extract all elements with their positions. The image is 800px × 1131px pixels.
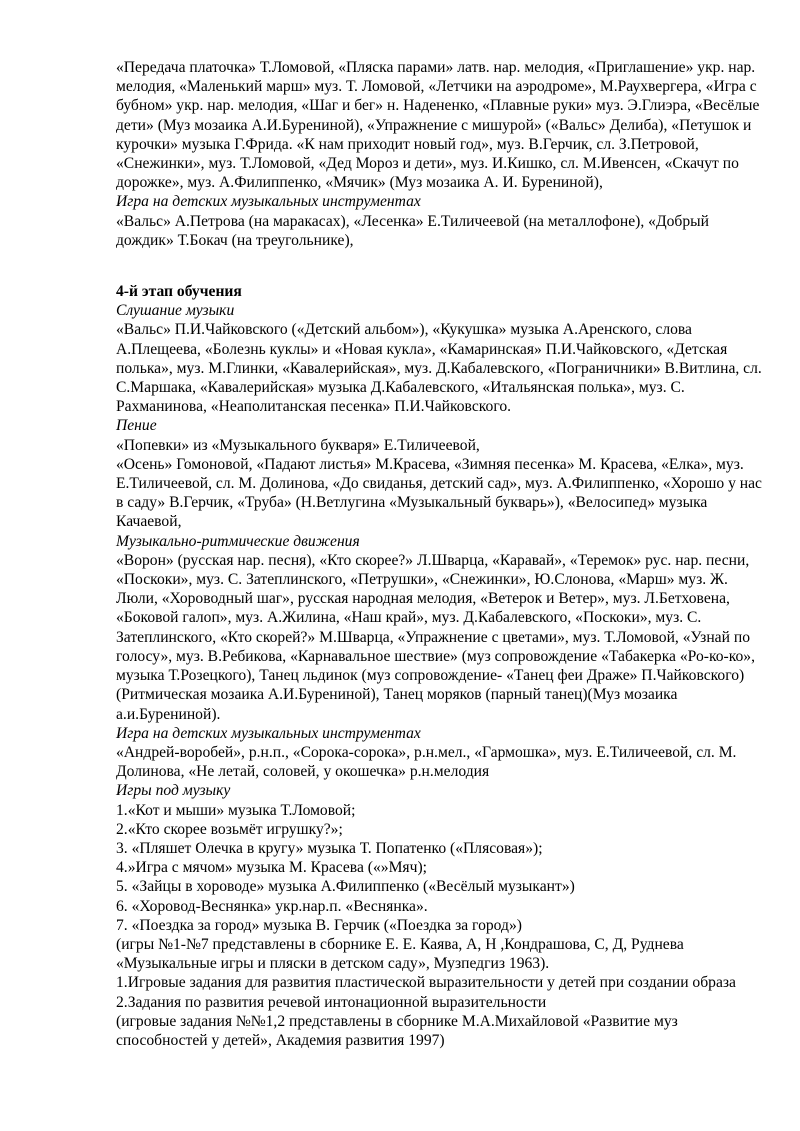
spacer [116, 250, 766, 269]
games-line: 3. «Пляшет Олечка в кругу» музыка Т. Попатенко («Плясовая»); [116, 839, 543, 857]
movement-heading: Музыкально-ритмические движения [116, 532, 360, 550]
games-line: 5. «Зайцы в хороводе» музыка А.Филиппенко («Весёлый музыкант») [116, 878, 575, 896]
singing-line: «Попевки» из «Музыкального букваря» Е.Тиличеевой, [116, 436, 480, 454]
games-line: 1.Игровые задания для развития пластической выразительности у детей при создании образа [116, 974, 736, 992]
instruments-heading-2: Игра на детских музыкальных инструментах [116, 724, 421, 742]
instruments-paragraph-1: «Вальс» А.Петрова (на маракасах), «Лесенка» Е.Тиличеевой (на металлофоне), «Добрый дождик» Т.Бокач (на треугольнике), [116, 212, 709, 249]
listening-heading: Слушание музыки [116, 302, 235, 320]
continuation-paragraph: «Передача платочка» Т.Ломовой, «Пляска парами» латв. нар. мелодия, «Приглашение» укр. нар. мелодия, «Маленький марш» муз. Т. Ломовой, «Летчики на аэродроме», М.Раухвергера, «Игра с бубном» укр. нар. мелодия, «Шаг и бег» н. Надененко, «Плавные руки» муз. Э.Глиэра, «Весёлые дети» (Муз мозаика А.И.Бурениной), «Упражнение с мишурой» («Вальс» Делиба), «Петушок и курочки» музыка Г.Фрида. «К нам приходит новый год», муз. В.Герчик, сл. З.Петровой, «Снежинки», муз. Т.Ломовой, «Дед Мороз и дети», муз. И.Кишко, сл. М.Ивенсен, «Скачут по дорожке», муз. А.Филиппенко, «Мячик» (Муз мозаика А. И. Бурениной), [116, 59, 760, 192]
stage-4-title: 4-й этап обучения [116, 283, 242, 301]
games-note: (игровые задания №№1,2 представлены в сборнике М.А.Михайловой «Развитие муз способностей у детей», Академия развития 1997) [116, 1012, 678, 1049]
instruments-paragraph-2: «Андрей-воробей», р.н.п., «Сорока-сорока», р.н.мел., «Гармошка», муз. Е.Тиличеевой, сл. М. Долинова, «Не летай, соловей, у окошечка» р.н.мелодия [116, 743, 737, 781]
singing-line: «Осень» Гомоновой, «Падают листья» М.Красева, «Зимняя песенка» М. Красева, «Елка», муз. Е.Тиличеевой, сл. М. Долинова, «До свиданья, детский сад», муз. А.Филиппенко, «Хорошо у нас в саду» В.Герчик, «Труба» (Н.Ветлугина «Музыкальный букварь»), «Велосипед» музыка Качаевой, [116, 455, 762, 531]
games-note: (игры №1-№7 представлены в сборнике Е. Е. Каява, А, Н ,Кондрашова, С, Д, Руднева «Музыкальные игры и пляски в детском саду», Музпедгиз 1963). [116, 935, 684, 973]
games-line: 2.«Кто скорее возьмёт игрушку?»; [116, 820, 343, 838]
games-line: 6. «Хоровод-Веснянка» укр.нар.п. «Веснянка». [116, 897, 428, 915]
singing-heading: Пение [116, 417, 157, 435]
document-page [116, 58, 766, 1050]
instruments-heading-1: Игра на детских музыкальных инструментах [116, 193, 421, 211]
listening-paragraph: «Вальс» П.И.Чайковского («Детский альбом»), «Кукушка» музыка А.Аренского, слова А.Плещеева, «Болезнь куклы» и «Новая кукла», «Камаринская» П.И.Чайковского, «Детская полька», муз. М.Глинки, «Кавалерийская», муз. Д.Кабалевского, «Пограничники» В.Витлина, сл. С.Маршака, «Кавалерийская» музыка Д.Кабалевского, «Итальянская полька», муз. С. Рахманинова, «Неаполитанская песенка» П.И.Чайковского. [116, 321, 762, 416]
movement-paragraph: «Ворон» (русская нар. песня), «Кто скорее?» Л.Шварца, «Каравай», «Теремок» рус. нар. песни, «Поскоки», муз. С. Затеплинского, «Петрушки», «Снежинки», Ю.Слонова, «Марш» муз. Ж. Люли, «Хороводный шаг», русская народная мелодия, «Ветерок и Ветер», муз. Л.Бетховена, «Боковой галоп», муз. А.Жилина, «Наш край», муз. Д.Кабалевского, «Поскоки», муз. С. Затеплинского, «Кто скорей?» М.Шварца, «Упражнение с цветами», муз. Т.Ломовой, «Узнай по голосу», муз. В.Ребикова, «Карнавальное шествие» (муз сопровождение «Табакерка «Ро-ко-ко», музыка Т.Розецкого), Танец льдинок (муз сопровождение- «Танец феи Драже» П.Чайковского) (Ритмическая мозаика А.И.Бурениной), Танец моряков (парный танец)(Муз мозаика а.и.Бурениной). [116, 551, 755, 723]
games-line: 2.Задания по развития речевой интонационной выразительности [116, 993, 547, 1011]
games-line: 7. «Поездка за город» музыка В. Герчик («Поездка за город») [116, 916, 522, 934]
spacer [116, 269, 766, 282]
games-line: 4.»Игра с мячом» музыка М. Красева («»Мяч); [116, 859, 427, 877]
games-line: 1.«Кот и мыши» музыка Т.Ломовой; [116, 801, 356, 819]
games-heading: Игры под музыку [116, 782, 231, 800]
